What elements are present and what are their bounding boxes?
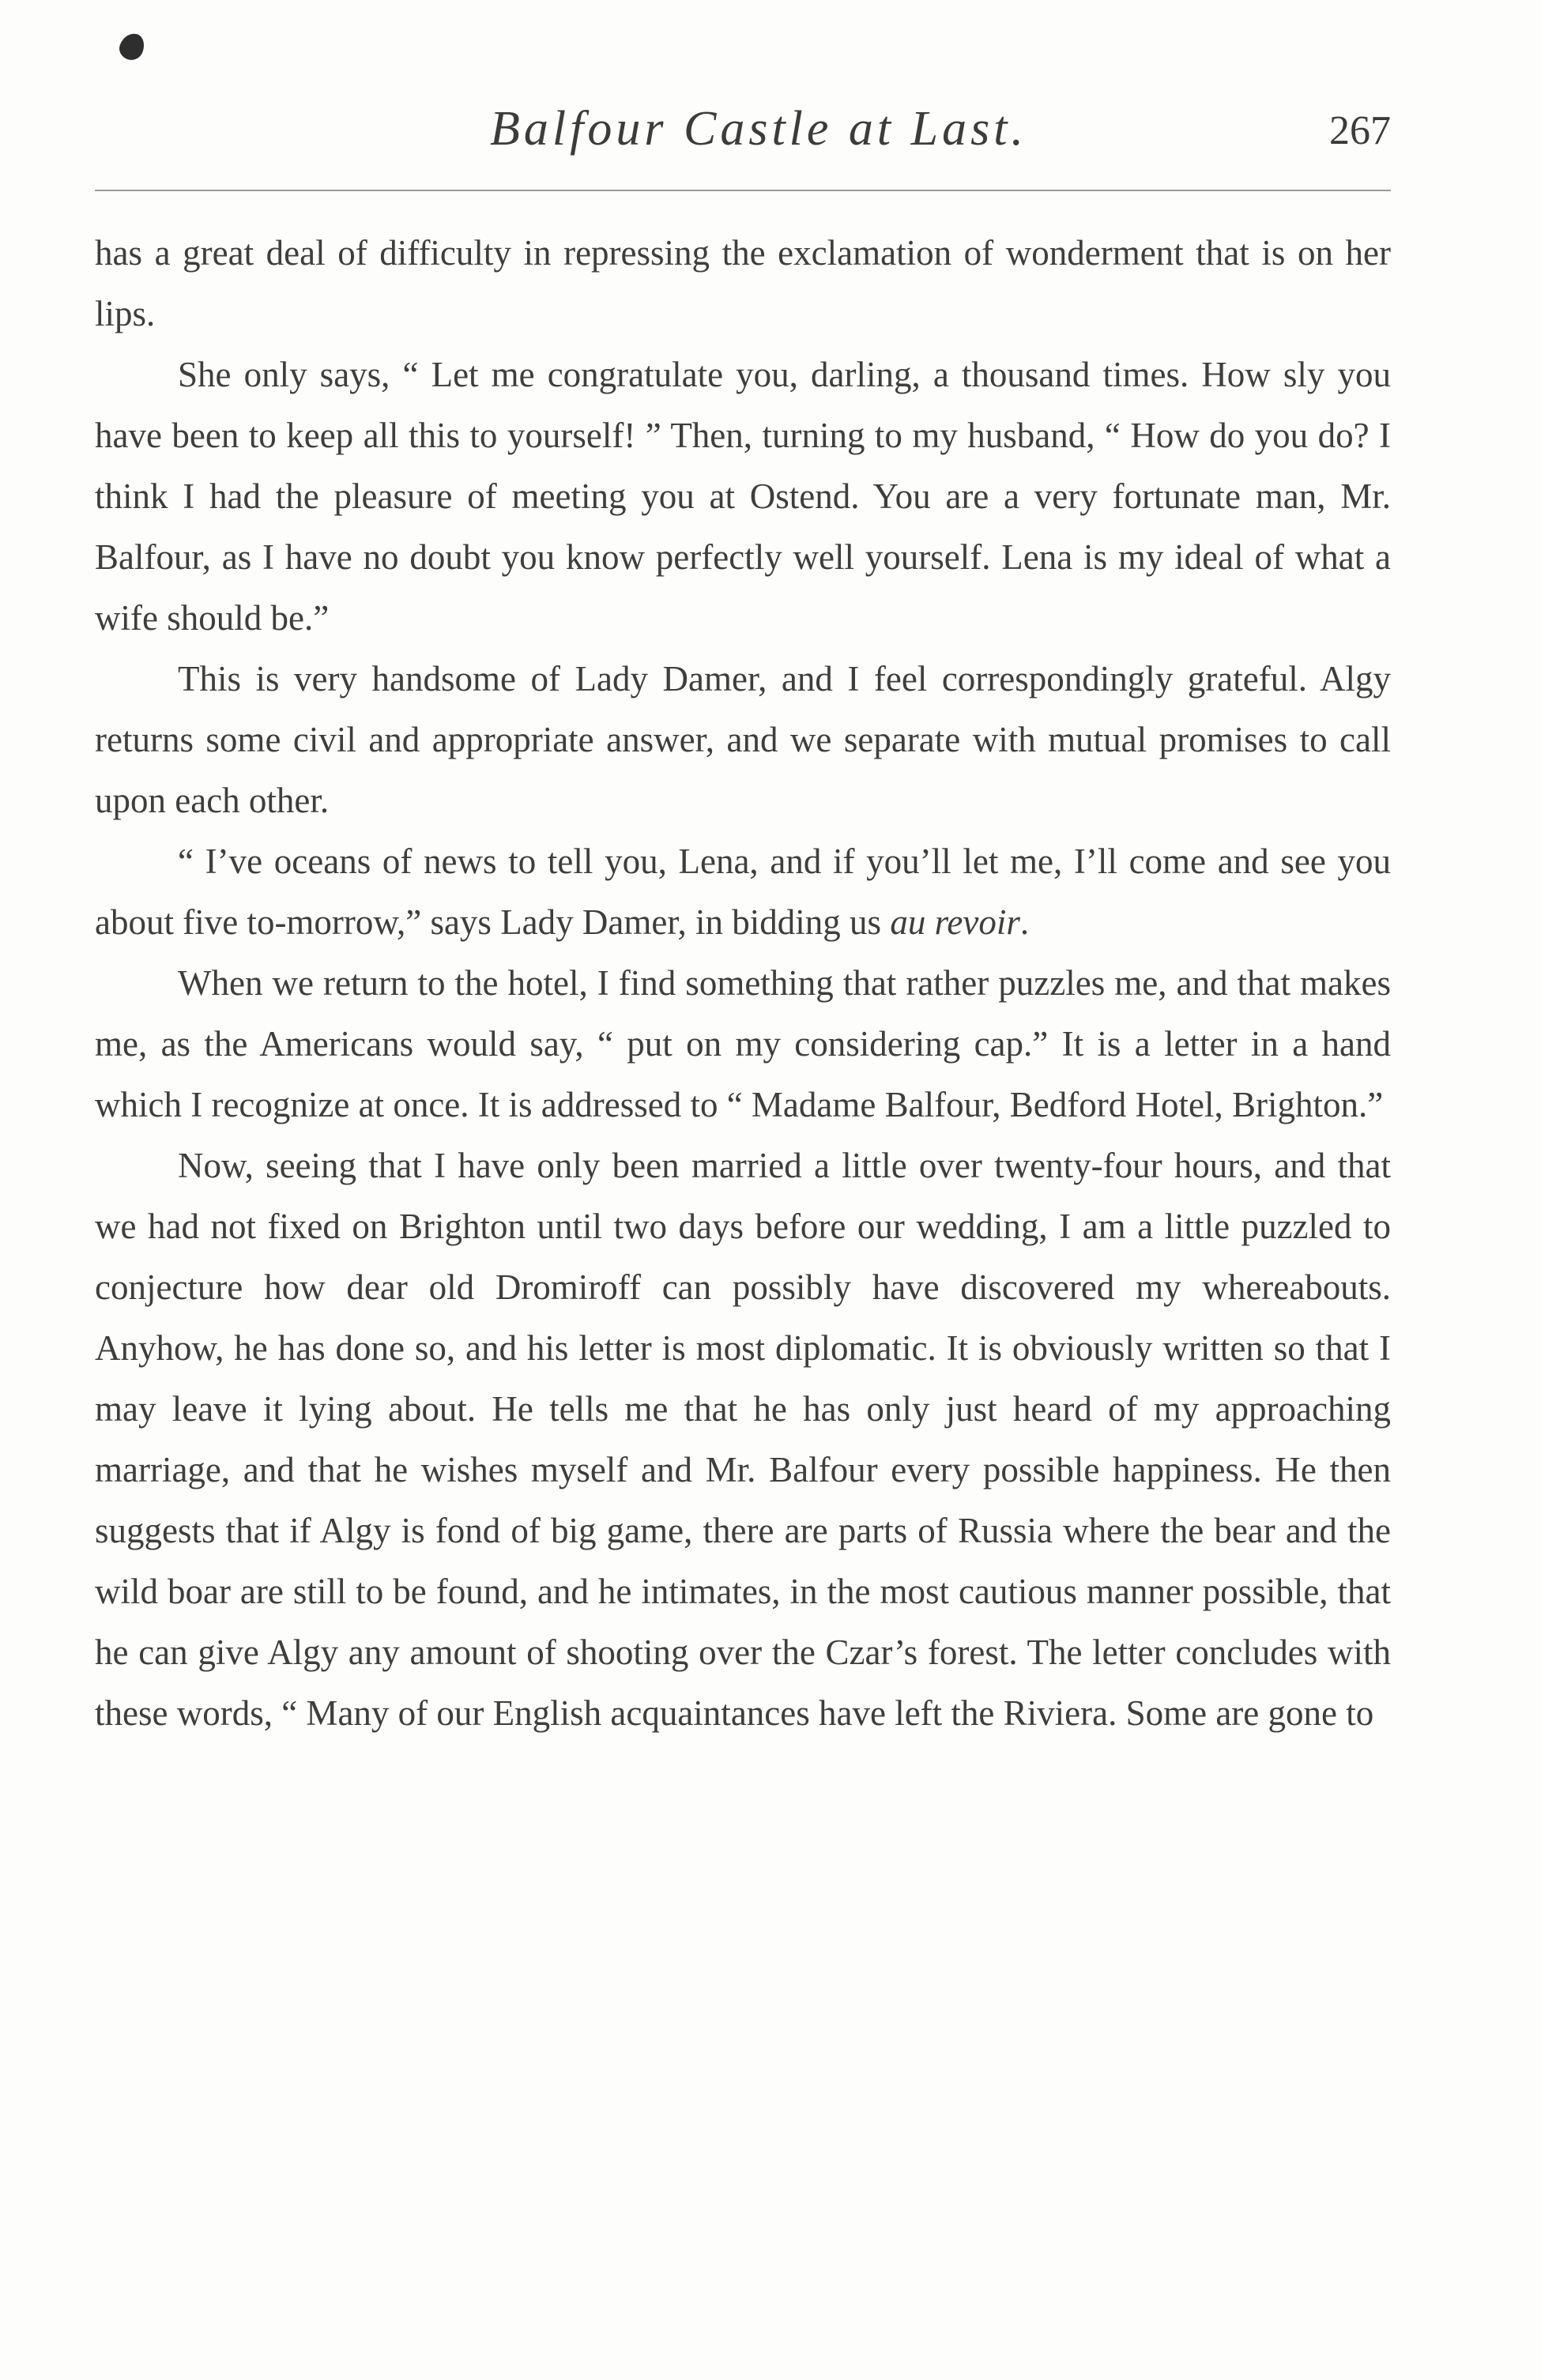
body-text — [95, 223, 1391, 1744]
running-title: Balfour Castle at Last. — [490, 102, 1027, 156]
paragraph-text: . — [1019, 902, 1030, 942]
paragraph: She only says, “ Let me congratulate you, darling, a thousand times. How sly you have been to keep all this to yourself! ” Then, turning to my husband, “ How do you do? I think I had the pleasure of meeting you at Ostend. You are a very fortunate man, Mr. Balfour, as I have no doubt you know perfectly well yourself. Lena is my ideal of what a wife should be.” — [95, 355, 1391, 638]
running-head — [0, 101, 1541, 164]
paragraph-text: “ I’ve oceans of news to tell you, Lena, and if you’ll let me, I’ll come and see you about five to-morrow,” says Lady Damer, in bidding us — [95, 842, 1391, 942]
paragraph — [95, 831, 1391, 953]
paragraph-continuation: has a great deal of difficulty in repressing the exclamation of wonderment that is on her lips. — [95, 233, 1391, 333]
italic-phrase: au revoir — [890, 902, 1020, 942]
paragraph: When we return to the hotel, I find something that rather puzzles me, and that makes me, as the Americans would say, “ put on my considering cap.” It is a letter in a hand which I recognize at once. It is addressed to “ Madame Balfour, Bedford Hotel, Brighton.” — [95, 963, 1391, 1124]
header-rule — [95, 190, 1391, 191]
ink-blot-mark — [116, 30, 148, 63]
page-number: 267 — [1329, 108, 1391, 153]
paragraph: This is very handsome of Lady Damer, and I feel correspondingly grateful. Algy returns some civil and appropriate answer, and we separate with mutual promises to call upon each other. — [95, 659, 1391, 820]
paragraph: Now, seeing that I have only been married a little over twenty-four hours, and that we had not fixed on Brighton until two days before our wedding, I am a little puzzled to conjecture how dear old Dromiroff can possibly have discovered my whereabouts. Anyhow, he has done so, and his letter is most diplomatic. It is obviously written so that I may leave it lying about. He tells me that he has only just heard of my approaching marriage, and that he wishes myself and Mr. Balfour every possible happiness. He then suggests that if Algy is fond of big game, there are parts of Russia where the bear and the wild boar are still to be found, and he intimates, in the most cautious manner possible, that he can give Algy any amount of shooting over the Czar’s forest. The letter concludes with these words, “ Many of our English acquaintances have left the Riviera. Some are gone to — [95, 1146, 1391, 1733]
